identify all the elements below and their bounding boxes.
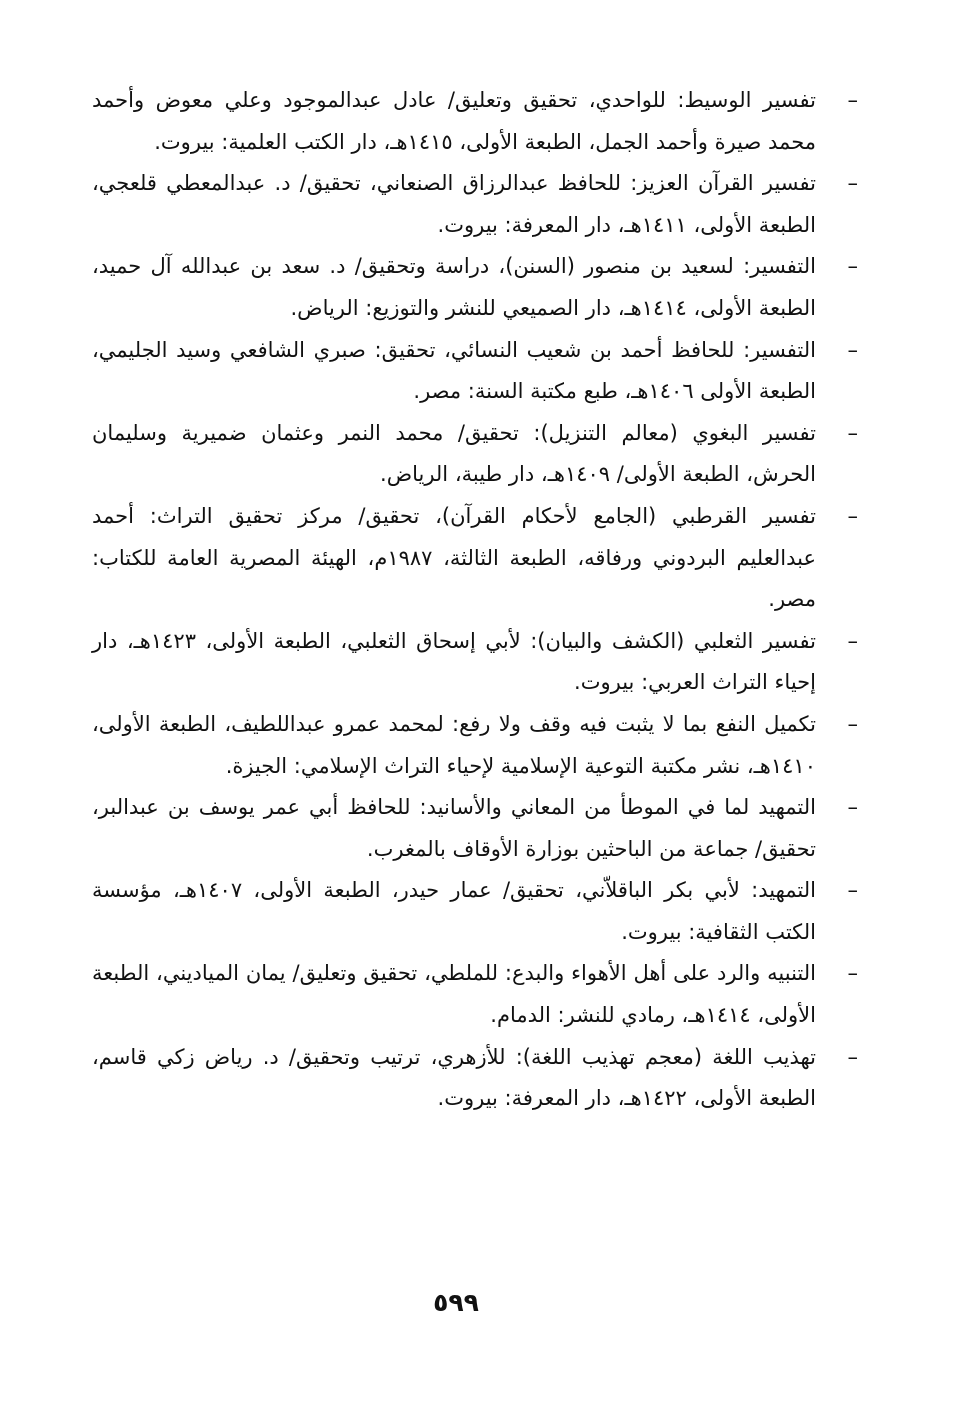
reference-entry <box>92 621 858 704</box>
reference-text: تهذيب اللغة (معجم تهذيب اللغة): للأزهري، ترتيب وتحقيق/ د. رياض زكي قاسم، الطبعة الأولى، ١٤٢٢هـ، دار المعرفة: بيروت. <box>92 1044 816 1111</box>
reference-text: تكميل النفع بما لا يثبت فيه وقف ولا رفع: لمحمد عمرو عبداللطيف، الطبعة الأولى، ١٤١٠هـ، نشر مكتبة التوعية الإسلامية لإحياء التراث الإسلامي: الجيزة. <box>92 711 816 778</box>
reference-text: التفسير: للحافظ أحمد بن شعيب النسائي، تحقيق: صبري الشافعي وسيد الجليمي، الطبعة الأولى ١٤٠٦هـ، طبع مكتبة السنة: مصر. <box>92 337 816 404</box>
list-dash: – <box>847 711 858 736</box>
reference-entry <box>92 330 858 413</box>
reference-entry <box>92 870 858 953</box>
reference-text: التنبيه والرد على أهل الأهواء والبدع: للملطي، تحقيق وتعليق/ يمان المياديني، الطبعة الأولى، ١٤١٤هـ، رمادي للنشر: الدمام. <box>92 961 816 1028</box>
reference-entry <box>92 163 858 246</box>
reference-text: التفسير: لسعيد بن منصور (السنن)، دراسة وتحقيق/ د. سعد بن عبدالله آل حميد، الطبعة الأولى، ١٤١٤هـ، دار الصميعي للنشر والتوزيع: الرياض. <box>92 254 816 320</box>
list-dash: – <box>847 420 858 445</box>
list-dash: – <box>847 1044 858 1069</box>
reference-text: تفسير القرطبي (الجامع لأحكام القرآن)، تحقيق/ مركز تحقيق التراث: أحمد عبدالعليم البردوني ورفاقه، الطبعة الثالثة، ١٩٨٧م، الهيئة المصرية العامة للكتاب: مصر. <box>92 503 816 612</box>
reference-entry <box>92 496 858 621</box>
reference-text: التمهيد: لأبي بكر الباقلاّني، تحقيق/ عمار حيدر، الطبعة الأولى، ١٤٠٧هـ، مؤسسة الكتب الثقافية: بيروت. <box>92 878 816 944</box>
reference-entry <box>92 80 858 163</box>
reference-text: تفسير البغوي (معالم التنزيل): تحقيق/ محمد النمر وعثمان ضميرية وسليمان الحرش، الطبعة الأولى/ ١٤٠٩هـ، دار طيبة، الرياض. <box>92 420 816 487</box>
list-dash: – <box>847 254 858 279</box>
list-dash: – <box>847 503 858 528</box>
reference-text: تفسير الوسيط: للواحدي، تحقيق وتعليق/ عادل عبدالموجود وعلي معوض وأحمد محمد صيرة وأحمد الجمل، الطبعة الأولى، ١٤١٥هـ، دار الكتب العلمية: بيروت. <box>92 88 816 154</box>
reference-entry <box>92 787 858 870</box>
reference-entry <box>92 413 858 496</box>
list-dash: – <box>847 878 858 903</box>
reference-entry <box>92 246 858 329</box>
reference-entry <box>92 704 858 787</box>
list-dash: – <box>847 88 858 112</box>
reference-text: تفسير الثعلبي (الكشف والبيان): لأبي إسحاق الثعلبي، الطبعة الأولى، ١٤٢٣هـ، دار إحياء التراث العربي: بيروت. <box>92 628 816 695</box>
list-dash: – <box>847 961 858 986</box>
list-dash: – <box>847 337 858 362</box>
list-dash: – <box>847 795 858 820</box>
reference-entry <box>92 953 858 1036</box>
list-dash: – <box>847 171 858 196</box>
page-number: ٥٩٩ <box>433 1288 479 1317</box>
list-dash: – <box>847 628 858 653</box>
reference-text: التمهيد لما في الموطأ من المعاني والأسانيد: للحافظ أبي عمر يوسف بن عبدالبر، تحقيق/ جماعة من الباحثين بوزارة الأوقاف بالمغرب. <box>92 795 816 861</box>
reference-text: تفسير القرآن العزيز: للحافظ عبدالرزاق الصنعاني، تحقيق/ د. عبدالمعطي قلعجي، الطبعة الأولى، ١٤١١هـ، دار المعرفة: بيروت. <box>92 171 816 237</box>
reference-list <box>92 80 858 1120</box>
reference-entry <box>92 1037 858 1120</box>
